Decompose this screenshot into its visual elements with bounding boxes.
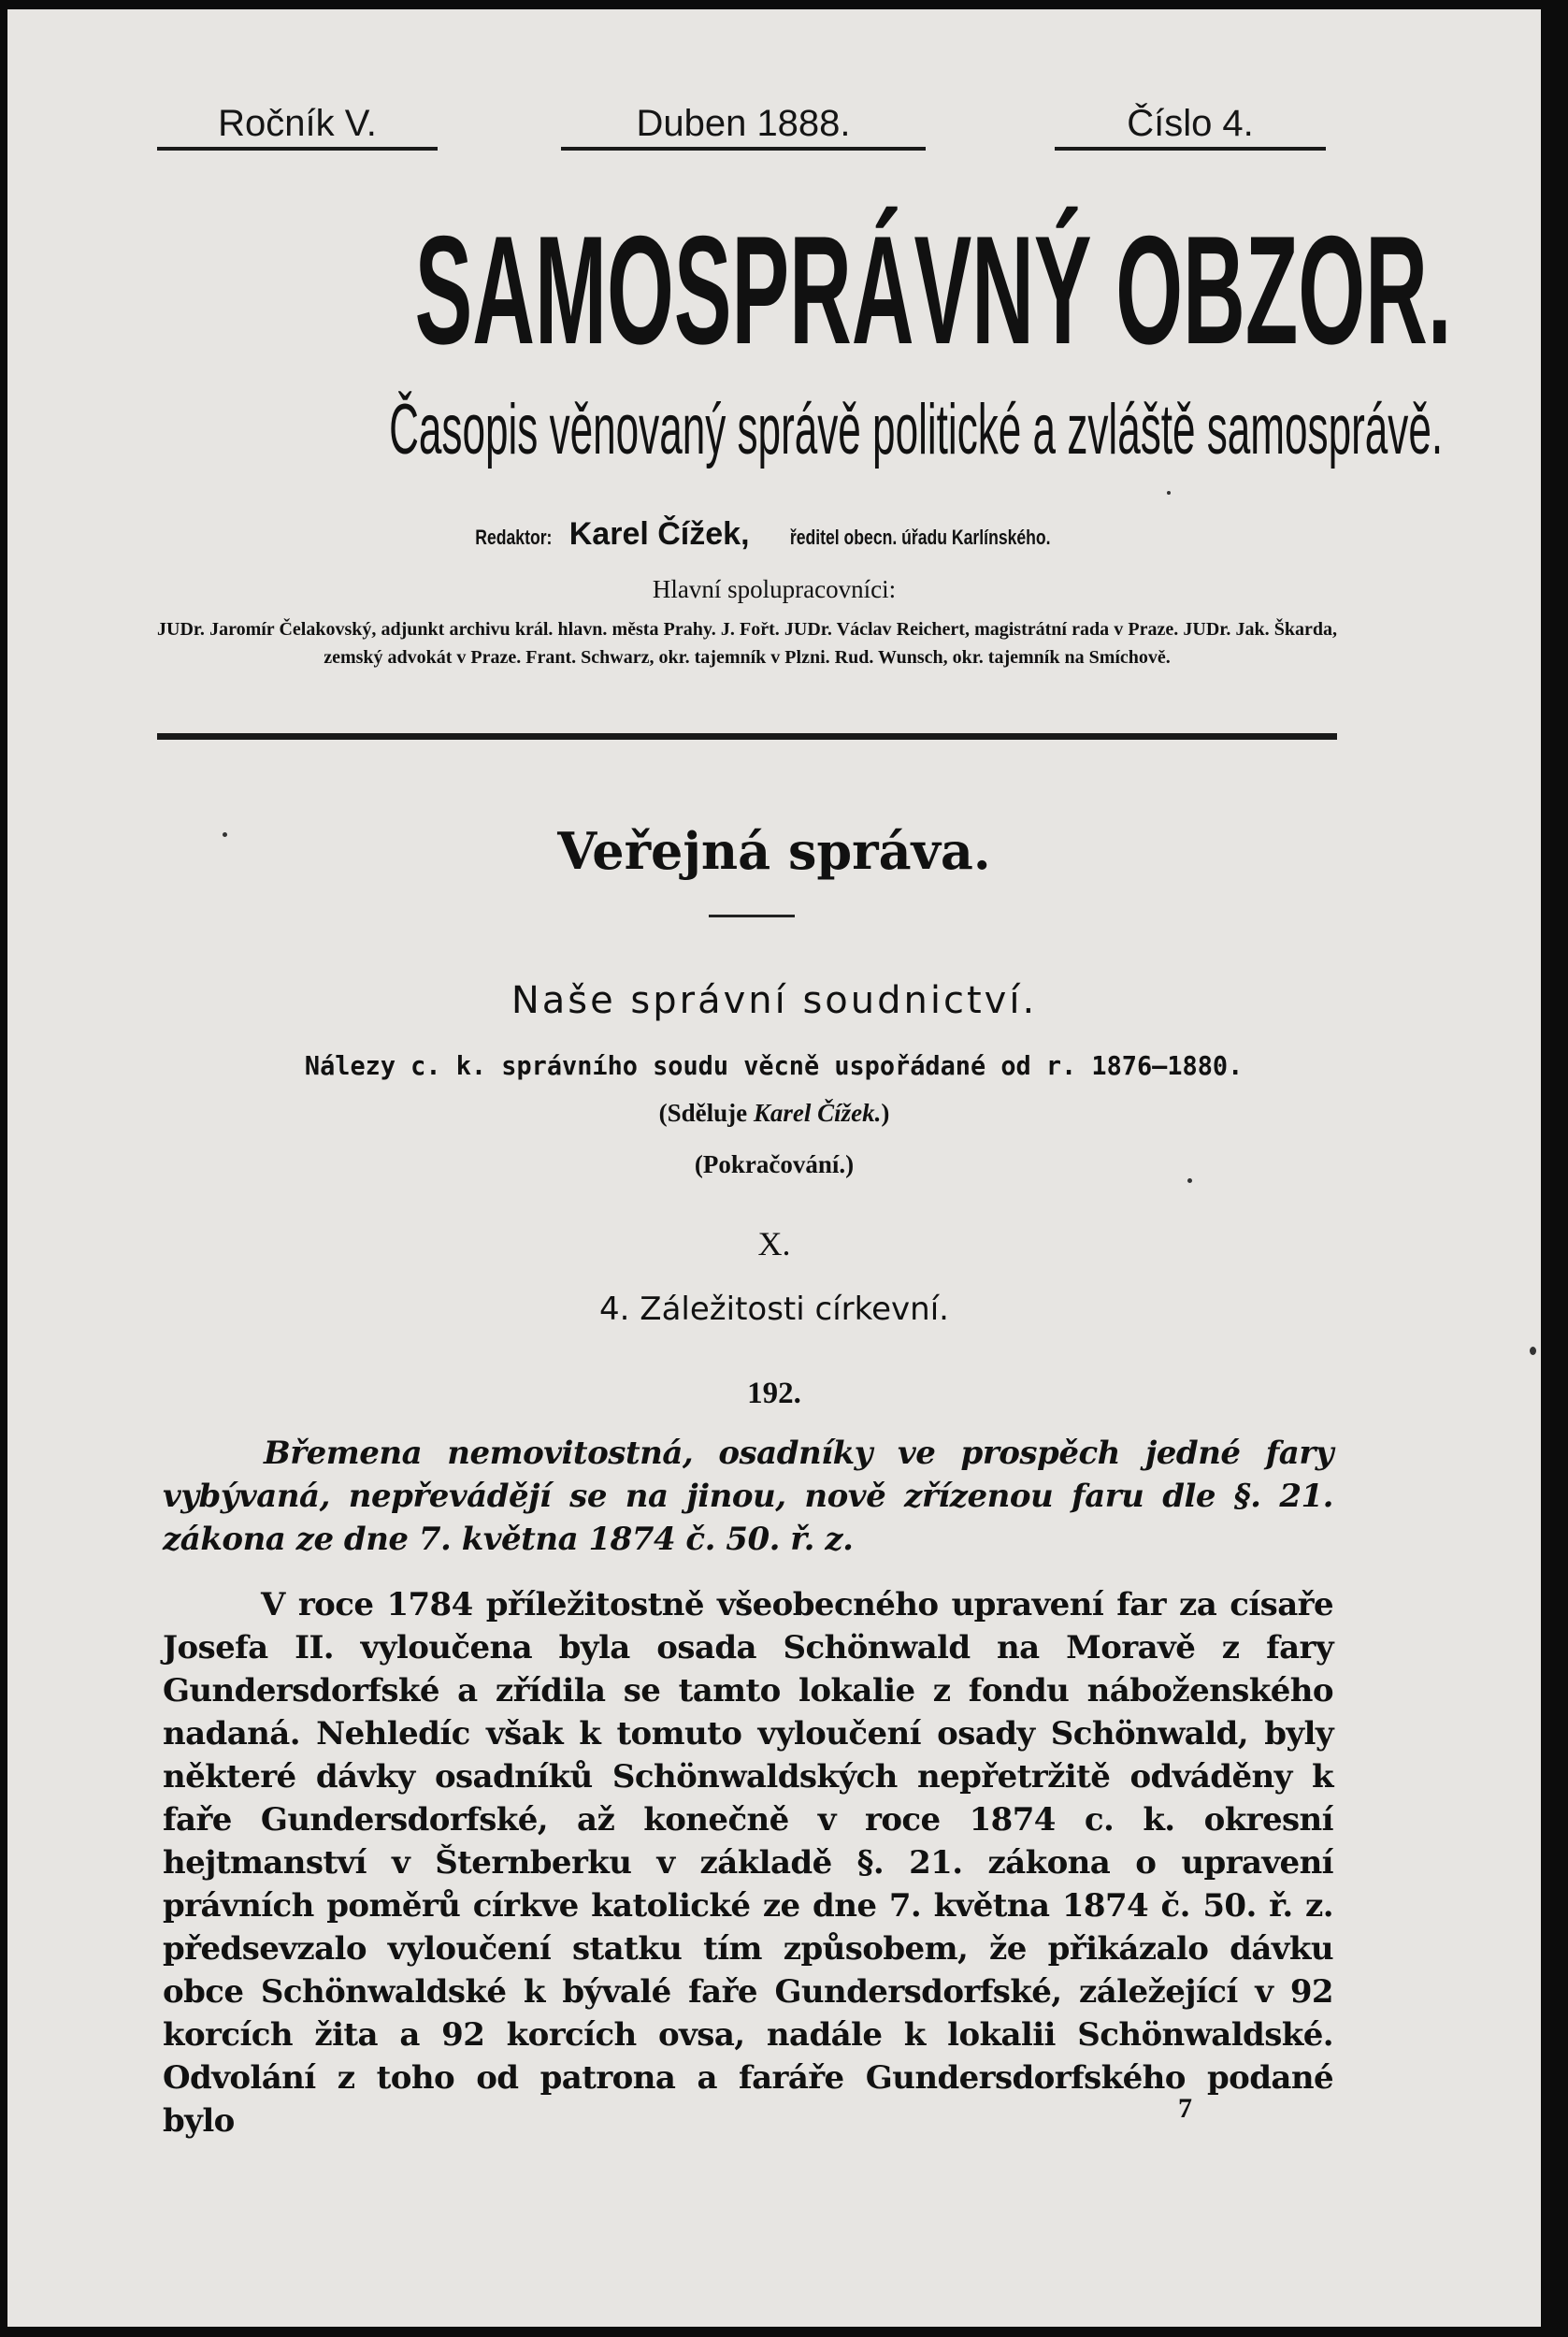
article-body: V roce 1784 příležitostně všeobecného upravení far za císaře Josefa II. vyloučena byla osada Schönwald na Moravě z fary Gundersdorfské a zřídila se tamto lokalie z fondu náboženského nadaná. Nehledíc však k tomuto vyloučení osady Schönwald, byly některé dávky osadníků Schönwaldských nepřetržitě odváděny k faře Gundersdorfské, až konečně v roce 1874 c. k. okresní hejtmanství v Šternberku v základě §. 21. zákona o upravení právních poměrů církve katolické ze dne 7. května 1874 č. 50. ř. z. předsevzalo vyloučení statku tím způsobem, že přikázalo dávku obce Schönwaldské k bývalé faře Gundersdorfské, záležející v 92 korcích žita a 92 korcích ovsa, nadále k lokalii Schönwaldské. Odvolání z toho od patrona a faráře Gundersdorfského podané bylo bbox=[163, 1586, 1333, 2140]
journal-subtitle-text: Časopis věnovaný správě politické a zvláště samosprávě. bbox=[389, 390, 1444, 469]
collaborators-heading: Hlavní spolupracovníci: bbox=[652, 575, 897, 603]
journal-title-text: SAMOSPRÁVNÝ OBZOR. bbox=[414, 204, 1452, 376]
editor-line bbox=[7, 511, 1541, 561]
page-number: 7 bbox=[1178, 2093, 1192, 2124]
volume-label: Ročník V. bbox=[157, 100, 438, 151]
article-title: Naše správní soudnictví. bbox=[511, 979, 1038, 1022]
editor-role: ředitel obecn. úřadu Karlínského. bbox=[789, 526, 1051, 549]
article-subtitle-text: Nálezy c. k. správního soudu věcně uspořádané od r. 1876—1880. bbox=[305, 1050, 1244, 1081]
journal-subtitle bbox=[7, 383, 1541, 477]
case-summary: Břemena nemovitostná, osadníky ve prospěch jedné fary vybývaná, nepřevádějí se na jinou, nově zřízenou faru dle §. 21. zákona ze dne 7. května 1874 č. 50. ř. z. bbox=[163, 1435, 1333, 1558]
print-speck bbox=[1187, 1178, 1192, 1183]
article-subtitle bbox=[7, 1043, 1541, 1089]
print-speck bbox=[223, 832, 227, 837]
collaborators-list: JUDr. Jaromír Čelakovský, adjunkt archivu král. hlavn. města Prahy. J. Fořt. JUDr. Václav Reichert, magistrátní rada v Praze. JUDr. Jak. Škarda, zemský advokát v Praze. Frant. Schwarz, okr. tajemník v Plzni. Rud. Wunsch, okr. tajemník na Smíchově. bbox=[157, 619, 1337, 668]
author-name: Karel Čížek. bbox=[753, 1099, 882, 1127]
continued-note: (Pokračování.) bbox=[694, 1150, 855, 1178]
author-suffix: ) bbox=[881, 1099, 890, 1127]
editor-name: Karel Čížek, bbox=[568, 516, 750, 552]
subsection-heading: 4. Záležitosti církevní. bbox=[599, 1291, 949, 1328]
section-heading: Veřejná správa. bbox=[557, 821, 991, 881]
section-divider bbox=[709, 915, 795, 917]
editor-label: Redaktor: bbox=[474, 526, 553, 549]
issue-date: Duben 1888. bbox=[561, 100, 926, 151]
journal-title bbox=[7, 196, 1541, 383]
author-prefix: (Sděluje bbox=[658, 1099, 754, 1127]
article-author bbox=[7, 1089, 1541, 1136]
print-speck bbox=[1167, 491, 1171, 495]
issue-number: Číslo 4. bbox=[1055, 100, 1326, 151]
print-speck bbox=[1530, 1347, 1536, 1355]
header-divider bbox=[157, 733, 1337, 740]
case-number: 192. bbox=[747, 1377, 801, 1410]
page bbox=[7, 9, 1541, 2327]
chapter-number: X. bbox=[757, 1225, 791, 1262]
